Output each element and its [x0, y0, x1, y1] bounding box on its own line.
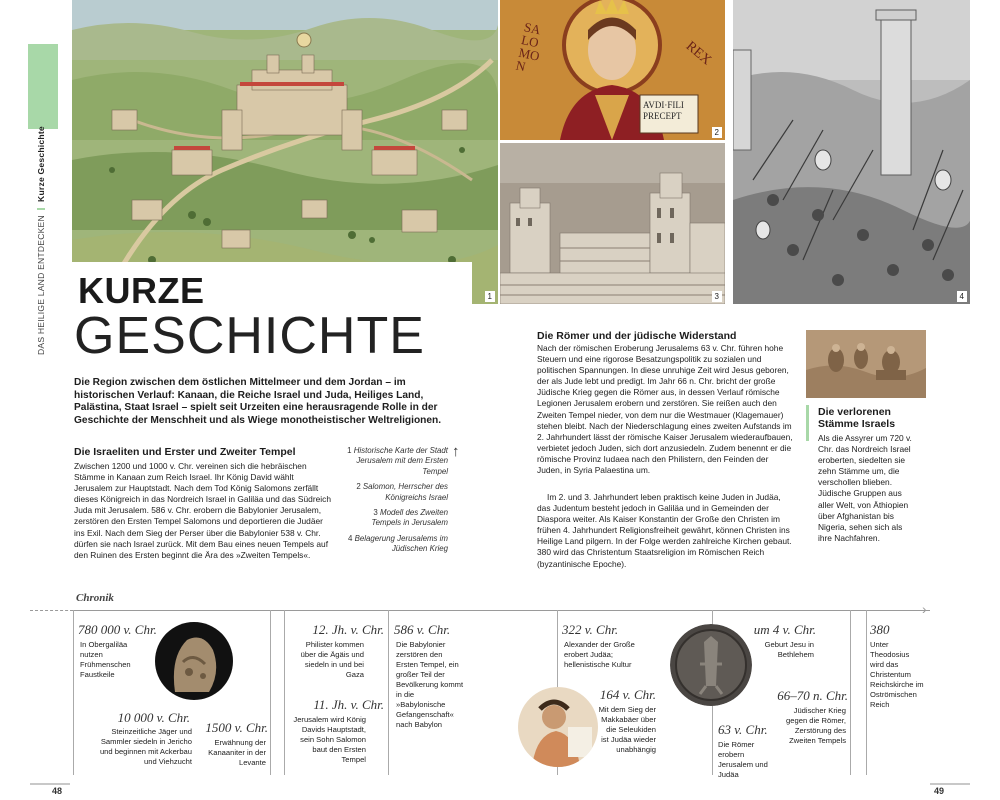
caption-text: Salomon, Herrscher des Königreichs Israel: [362, 482, 448, 502]
sidebar-relief-image: [806, 330, 926, 398]
timeline-date: 322 v. Chr.: [562, 622, 619, 637]
timeline-entry-text: Geburt Jesu in Bethlehem: [764, 640, 814, 659]
image-number: 3: [712, 291, 722, 302]
timeline-date: um 4 v. Chr.: [753, 622, 816, 637]
timeline-date: 586 v. Chr.: [394, 622, 451, 637]
timeline-entry-text: Alexander der Große erobert Judäa; hellenistische Kultur: [564, 640, 635, 669]
timeline-entry-text: Erwähnung der Kanaaniter in der Levante: [208, 738, 266, 767]
timeline-tick: [73, 610, 74, 775]
timeline-tick: [866, 610, 867, 775]
section2-heading: Die Römer und der jüdische Widerstand: [537, 330, 737, 342]
caption-text: Historische Karte der Stadt Jerusalem mit dem Ersten Tempel: [353, 446, 448, 476]
arrow-up-icon: ↑: [452, 443, 460, 460]
image-number: 2: [712, 127, 722, 138]
mosaic-scroll-text: AVDI·FILI PRECEPT: [643, 100, 684, 121]
side-label-bold: Kurze Geschichte: [36, 126, 46, 202]
timeline-arrow-icon: ›: [922, 601, 927, 617]
caption-number: 2: [356, 482, 361, 492]
timeline-tick: [850, 610, 851, 775]
section1-text: Zwischen 1200 und 1000 v. Chr. vereinen sich die hebräischen Stämme in Kanaan zum Reich Israel. Ihr König David wählt Jerusalem zur Hauptstadt. Nach dem Tod König Salomons zerfällt dieses Königreich in das Nordreich Israel in Galiläa und das Südreich Juda mit Jerusalem. 586 v. Chr. erobern die Babylonier Jerusalem, zerstören den Ersten Tempel Salomons und deportieren die Judäer ins Exil. Nach dem Sieg der Perser über die Babylonier 538 v. Chr. dürfen sie nach Israel zurück. Mit dem Bau eines neuen Tempels auf den Ruinen des Ersten beginnt die Ära des »Zweiten Tempels«.: [74, 461, 331, 560]
timeline-entry-text: Jerusalem wird König Davids Hauptstadt, sein Sohn Salomon baut den Ersten Tempel: [293, 715, 366, 764]
timeline-date: 1500 v. Chr.: [205, 720, 268, 735]
timeline-date: 10 000 v. Chr.: [117, 710, 190, 725]
title-line-1: KURZE: [78, 270, 205, 311]
timeline-date: 11. Jh. v. Chr.: [313, 697, 384, 712]
caption-number: 3: [373, 508, 378, 518]
timeline-date: 63 v. Chr.: [718, 722, 768, 737]
intro-text: Die Region zwischen dem östlichen Mittelmeer und dem Jordan – im historischen Verlauf: Kanaan, die Reiche Israel und Juda, Heiliges Land, Palästina, Staat Israel – spielt seit Urzeiten eine herausragende Rolle in der Geschichte der Menschheit und als Wiege monotheistischer Weltreligionen.: [74, 377, 442, 426]
timeline-date: 66–70 n. Chr.: [777, 688, 848, 703]
timeline-label: Chronik: [76, 592, 114, 604]
image-historic-map: [72, 0, 498, 304]
sidebar-text: Als die Assyrer um 720 v. Chr. das Nordreich Israel eroberten, siedelten sie zehn Stämme um, die verschollen blieben. Jüdische Gruppen aus aller Welt, von Äthiopien über Afghanistan bis Nigeria, sehen sich als ihre Nachfahren.: [818, 433, 912, 543]
caption-2: [344, 482, 448, 503]
timeline-entry-text: Philister kommen über die Ägäis und siedeln in und bei Gaza: [300, 640, 364, 679]
caption-4: [344, 534, 448, 555]
section1-heading: Die Israeliten und Erster und Zweiter Tempel: [74, 446, 296, 458]
image-temple-model: [500, 143, 725, 304]
image-number: 4: [957, 291, 967, 302]
image-siege-engraving: [733, 0, 970, 304]
mosaic-inscription-right: REX: [682, 38, 714, 69]
timeline-entry-text: Steinzeitliche Jäger und Sammler siedeln in Jericho und beginnen mit Ackerbau und Viehzucht: [99, 727, 192, 766]
caption-number: 1: [347, 446, 352, 455]
caption-text: Belagerung Jerusalems im Jüdischen Krieg: [354, 533, 448, 554]
timeline-date: 164 v. Chr.: [599, 687, 656, 702]
timeline-entry-text: Mit dem Sieg der Makkabäer über die Seleukiden ist Judäa wieder unabhängig: [598, 705, 656, 754]
section2-para2: Im 2. und 3. Jahrhundert leben praktisch keine Juden in Judäa, das Judentum besteht jedoch in Galiläa und in Gemeinden der Diaspora weiter. Als Kaiser Konstantin der Große den Christen im frühen 4. Jahrhundert Religionsfreiheit gewährt, können Christen ins Heilige Land pilgern. In der Folge werden zahlreiche Kirchen gebaut. 380 wird das Christentum Staatsreligion im Römischen Reich (byzantinische Epoche).: [537, 492, 792, 569]
footer-rule-left: [30, 783, 70, 785]
page-number-left: 48: [52, 786, 63, 796]
image-number: 1: [485, 291, 495, 302]
timeline-entry-text: In Obergaliläa nutzen Frühmenschen Faustkeile: [80, 640, 131, 679]
timeline-hand-axe-photo: [155, 622, 233, 700]
section2-para1: Nach der römischen Eroberung Jerusalems 63 v. Chr. führen hohe Steuern und eine rigorose Besatzungspolitik zu sozialen und politischen Spannungen. In diese unruhige Zeit wird Jesus geboren, der als Jude lebt und predigt. Im Jahr 66 n. Chr. bricht der große Jüdische Krieg gegen die Römer aus, in dessen Verlauf römische Legionen Jerusalem erobern und zerstören. Sie reißen auch den Zweiten Tempel nieder, von dem nur die Westmauer (Klagemauer) stehen bleibt. Nach der Niederschlagung eines zweiten Aufstands im 2. Jahrhundert lässt der römische Kaiser Jerusalem wiederaufbauen, verbietet jedoch Juden, sich dort anzusiedeln. Zudem benennt er die römische Provinz Iudaea nach den Philistern, den Feinden der Juden, in Syria Palaestina um.: [537, 343, 793, 476]
timeline-date: 12. Jh. v. Chr.: [312, 622, 384, 637]
side-label-light: DAS HEILIGE LAND ENTDECKEN: [36, 215, 46, 355]
timeline-tick: [284, 610, 285, 775]
sidebar-accent: [806, 405, 809, 441]
timeline-entry-text: Unter Theodosius wird das Christentum Reichskirche im Oströmischen Reich: [870, 640, 924, 709]
page-number-right: 49: [934, 786, 945, 796]
timeline-axis-solid: [70, 610, 928, 611]
timeline-tick: [270, 610, 271, 775]
timeline-tick: [388, 610, 389, 775]
caption-1: [344, 446, 448, 477]
captions: [344, 446, 448, 555]
footer-rule-right: [930, 783, 970, 785]
title-line-2: GESCHICHTE: [74, 307, 425, 365]
caption-3: [344, 508, 448, 529]
timeline-entry-text: Die Babylonier zerstören den Ersten Tempel, ein großer Teil der Bevölkerung kommt in die »Babylonische Gefangenschaft« nach Babylon: [396, 640, 464, 729]
caption-text: Modell des Zweiten Tempels in Jerusalem: [371, 508, 448, 528]
timeline-date: 780 000 v. Chr.: [78, 622, 157, 637]
timeline-entry-text: Die Römer erobern Jerusalem und Judäa: [718, 740, 768, 779]
mosaic-inscription-left: SALOMON: [514, 19, 543, 75]
side-running-head: [36, 25, 50, 355]
caption-number: 4: [347, 533, 353, 543]
sidebar-heading: Die verlorenen Stämme Israels: [818, 406, 896, 430]
timeline-entry-text: Jüdischer Krieg gegen die Römer, Zerstörung des Zweiten Tempels: [786, 706, 846, 745]
image-solomon-mosaic: [500, 0, 725, 140]
timeline-date: 380: [870, 622, 890, 637]
